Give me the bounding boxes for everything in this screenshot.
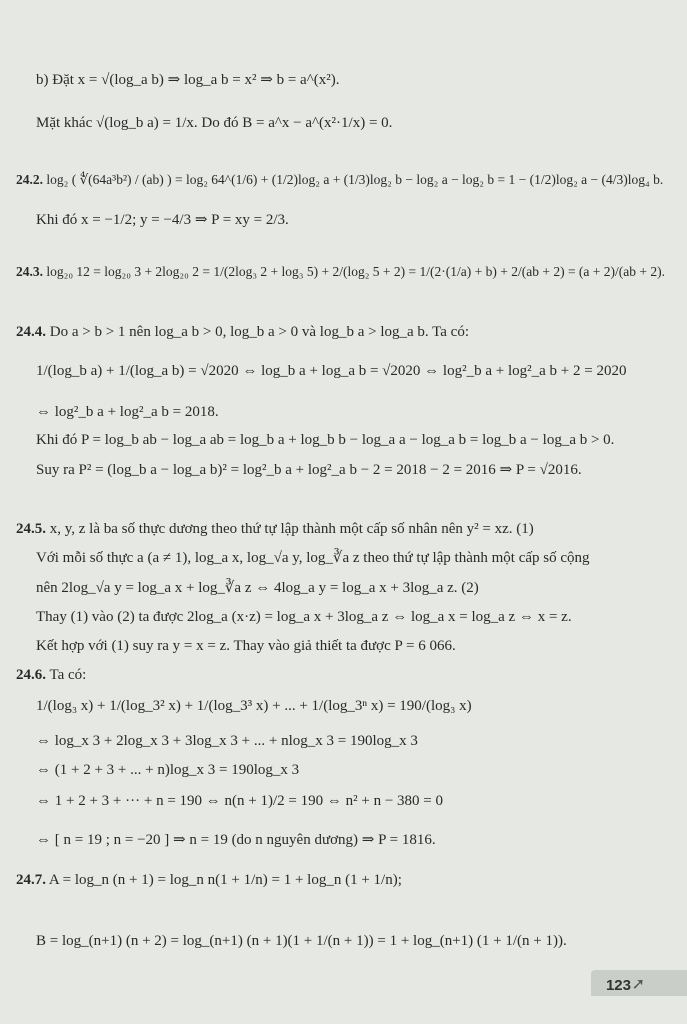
text-line-p-24-4 [16,322,469,342]
text-line-p-24-4-b [36,361,626,381]
line-text: Suy ra P² = (log_b a − log_a b)² = log²_b a + log²_a b − 2 = 2018 − 2 = 2016 ⇒ P = √2016. [36,462,582,478]
exercise-number: 24.6. [16,667,46,683]
line-text: ⇔ [ n = 19 ; n = −20 ] ⇒ n = 19 (do n nguyên dương) ⇒ P = 1816. [36,832,436,848]
line-text: ⇔ log²_b a + log²_a b = 2018. [36,404,219,420]
text-line-p-24-4-c [36,402,219,422]
text-line-p-24-6-b [36,696,472,716]
text-line-b-line [36,70,339,90]
text-line-p-24-6-d [36,760,299,780]
line-text: B = log_(n+1) (n + 2) = log_(n+1) (n + 1)(1 + 1/(n + 1)) = 1 + log_(n+1) (1 + 1/(n + 1)). [36,933,567,949]
exercise-number: 24.5. [16,521,46,537]
text-line-p-24-6-f [36,830,436,850]
line-text: Với mỗi số thực a (a ≠ 1), log_a x, log_√a y, log_∛a z theo thứ tự lập thành một cấp số cộng [36,550,590,566]
line-text: x, y, z là ba số thực dương theo thứ tự lập thành một cấp số nhân nên y² = xz. (1) [46,521,534,537]
line-text: log₂ ( ∜(64a³b²) / (ab) ) = log₂ 64^(1/6) + (1/2)log₂ a + (1/3)log₂ b − log₂ a − log₂ b = 1 − (1/2)log₂ a − (4/3)log₄ b. [43,172,664,187]
line-text: Khi đó P = log_b ab − log_a ab = log_b a + log_b b − log_a a − log_a b = log_b a − log_a b > 0. [36,432,615,448]
exercise-number: 24.7. [16,872,46,888]
text-line-p-24-5-d [36,607,572,627]
line-text: Do a > b > 1 nên log_a b > 0, log_b a > 0 và log_b a > log_a b. Ta có: [46,324,469,340]
line-text: 1/(log_b a) + 1/(log_a b) = √2020 ⇔ log_b a + log_a b = √2020 ⇔ log²_b a + log²_a b + 2 = 2020 [36,363,627,379]
line-text: ⇔ 1 + 2 + 3 + ··· + n = 190 ⇔ n(n + 1)/2 = 190 ⇔ n² + n − 380 = 0 [36,793,443,809]
line-text: nên 2log_√a y = log_a x + log_∛a z ⇔ 4log_a y = log_a x + 3log_a z. (2) [36,580,479,596]
page-number: 123 [605,977,631,994]
text-line-p-24-2 [16,170,663,190]
text-line-p-24-4-e [36,460,582,480]
line-text: Kết hợp với (1) suy ra y = x = z. Thay vào giả thiết ta được P = 6 066. [36,638,456,654]
text-line-p-24-5-c [36,578,479,598]
text-line-p-24-2-b [36,210,289,230]
text-line-p-24-6 [16,665,86,685]
line-text: b) Đặt x = √(log_a b) ⇒ log_a b = x² ⇒ b = a^(x²). [36,72,340,88]
text-line-p-24-6-c [36,731,418,751]
text-line-p-24-4-d [36,430,614,450]
line-text: Mặt khác √(log_b a) = 1/x. Do đó B = a^x − a^(x²·1/x) = 0. [36,115,393,131]
text-line-p-24-6-e [36,791,443,811]
text-line-p-24-5 [16,519,534,539]
text-line-p-24-3 [16,262,665,282]
text-line-p-24-5-b [36,548,590,568]
line-text: ⇔ log_x 3 + 2log_x 3 + 3log_x 3 + ... + nlog_x 3 = 190log_x 3 [36,733,418,749]
text-line-p-24-7-b [36,931,567,951]
text-line-p-24-5-e [36,636,456,656]
exercise-number: 24.2. [16,172,43,187]
line-text: Ta có: [46,667,87,683]
exercise-number: 24.4. [16,324,46,340]
page-arrow-icon: ➚ [631,974,645,993]
text-line-b-mat-khac [36,113,392,133]
exercise-number: 24.3. [16,264,43,279]
line-text: Thay (1) vào (2) ta được 2log_a (x·z) = log_a x + 3log_a z ⇔ log_a x = log_a z ⇔ x = z. [36,609,572,625]
line-text: Khi đó x = −1/2; y = −4/3 ⇒ P = xy = 2/3. [36,212,289,228]
line-text: A = log_n (n + 1) = log_n n(1 + 1/n) = 1 + log_n (1 + 1/n); [46,872,402,888]
line-text: ⇔ (1 + 2 + 3 + ... + n)log_x 3 = 190log_x 3 [36,762,300,778]
text-line-p-24-7 [16,870,402,890]
line-text: 1/(log₃ x) + 1/(log_3² x) + 1/(log_3³ x) + ... + 1/(log_3ⁿ x) = 190/(log₃ x) [36,698,472,714]
line-text: log₂₀ 12 = log₂₀ 3 + 2log₂₀ 2 = 1/(2log₃ 2 + log₃ 5) + 2/(log₂ 5 + 2) = 1/(2·(1/a) + b) + 2/(ab + 2) = (a + 2)/(ab + 2). [43,264,665,279]
